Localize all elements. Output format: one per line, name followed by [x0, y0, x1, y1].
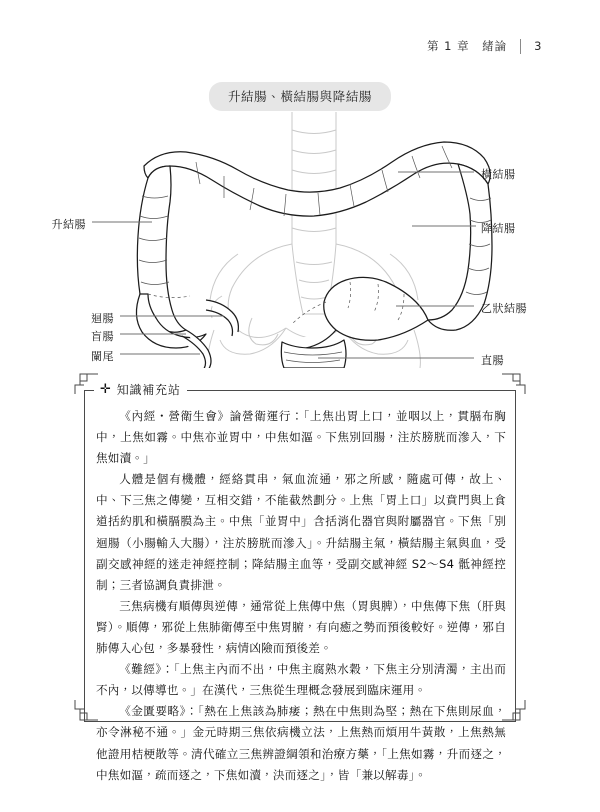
knowledge-box-body — [96, 406, 506, 786]
knowledge-box-heading — [94, 381, 187, 398]
knowledge-box-heading-label: 知識補充站 — [116, 383, 181, 397]
figure-label-sigmoid-colon: 乙狀結腸 — [481, 302, 527, 315]
page-number: 3 — [534, 39, 542, 53]
corner-ornament-top-right — [500, 372, 526, 394]
knowledge-paragraph: 《內經・營衛生會》論營衛運行：「上焦出胃上口，並咽以上，貫膈布胸中，上焦如霧。中焦亦並胃中，中焦如漚。下焦別回腸，注於膀胱而滲入，下焦如瀆。」 — [96, 409, 506, 466]
figure-label-descending-colon: 降結腸 — [481, 222, 516, 235]
figure-label-rectum: 直腸 — [481, 354, 504, 367]
colon-haustra-group — [139, 146, 491, 363]
corner-ornament-bottom-right — [500, 700, 526, 722]
anatomy-figure — [0, 78, 600, 368]
figure-title: 升結腸、橫結腸與降結腸 — [209, 82, 391, 111]
figure-label-appendix: 闌尾 — [91, 350, 114, 363]
figure-label-ileum: 迴腸 — [91, 312, 114, 325]
knowledge-paragraph: 《金匱要略》：「熱在上焦該為肺痿；熱在中焦則為堅；熱在下焦則尿血，亦令淋秘不通。」金元時期三焦依病機立法，上焦熱而煩用牛黃散，上焦熱無他證用桔梗散等。清代確立三焦辨證綱領和治療方藥，「上焦如霧，升而逐之，中焦如漚，疏而逐之，下焦如瀆，決而逐之」，皆「兼以解毒」。 — [96, 704, 506, 782]
figure-label-ascending-colon: 升結腸 — [51, 218, 86, 231]
figure-canvas — [0, 104, 600, 368]
running-head-chapter: 第 1 章 緒論 — [427, 39, 508, 53]
knowledge-paragraph: 《難經》：「上焦主內而不出，中焦主腐熟水穀，下焦主分別清濁，主出而不內，以傳導也。」在漢代，三焦從生理概念發展到臨床運用。 — [96, 662, 506, 698]
running-head-divider — [520, 39, 521, 54]
knowledge-paragraph: 三焦病機有順傳與逆傳，通常從上焦傳中焦（胃與脾），中焦傳下焦（肝與腎）。順傳，邪從上焦肺衛傳至中焦胃腑，有向癒之勢而預後較好。逆傳，邪自肺傳入心包，多暴發性，病情凶險而預後差。 — [96, 598, 506, 656]
colon-outline-group — [136, 142, 492, 368]
running-head — [427, 38, 542, 54]
figure-label-transverse-colon: 橫結腸 — [481, 168, 516, 181]
knowledge-paragraph: 人體是個有機體，經絡貫串，氣血流通，邪之所感，隨處可傳，故上、中、下三焦之傳變，互相交錯，不能截然劃分。上焦「胃上口」以賁門與上食道括約肌和橫膈膜為主。中焦「並胃中」含括消化器官與附屬器官。下焦「別迴腸（小腸輸入大腸），注於膀胱而滲入」。升結腸主氣，橫結腸主氣與血，受副交感神經的迷走神經控制；降結腸主血等，受副交感神經 S2～S4 骶神經控制；三者協調負責排泄。 — [96, 472, 506, 592]
corner-ornament-bottom-left — [74, 700, 100, 722]
figure-label-cecum: 盲腸 — [91, 330, 114, 343]
plus-icon: ✛ — [100, 382, 112, 397]
